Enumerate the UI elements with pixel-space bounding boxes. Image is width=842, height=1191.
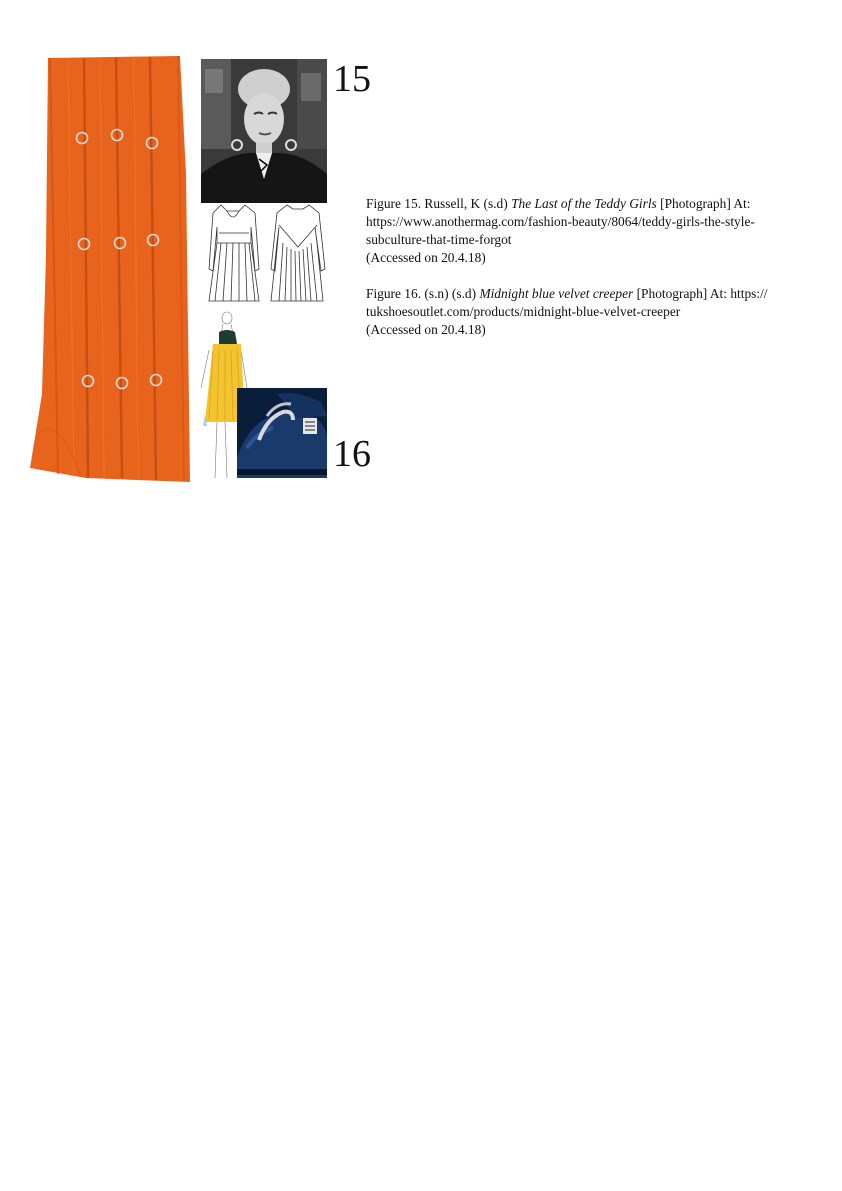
blue-velvet-creeper-photograph: [237, 388, 327, 478]
caption-citation-line: [366, 285, 826, 303]
caption-title: The Last of the Teddy Girls: [511, 196, 657, 211]
caption-url-line[interactable]: tukshoesoutlet.com/products/midnight-blue-velvet-creeper: [366, 304, 681, 319]
orange-fabric-swatch: [28, 54, 190, 482]
caption-accessed-date: (Accessed on 20.4.18): [366, 250, 486, 265]
caption-citation-line: [366, 195, 826, 213]
caption-url-line[interactable]: https://www.anothermag.com/fashion-beauty/8064/teddy-girls-the-style-: [366, 214, 755, 229]
caption-figure-15: [366, 195, 826, 267]
caption-figure-16: [366, 285, 826, 339]
caption-suffix: [Photograph] At:: [656, 196, 751, 211]
caption-title: Midnight blue velvet creeper: [479, 286, 634, 301]
caption-accessed-date: (Accessed on 20.4.18): [366, 322, 486, 337]
caption-prefix: Figure 15. Russell, K (s.d): [366, 196, 512, 211]
caption-url-line[interactable]: subculture-that-time-forgot: [366, 232, 512, 247]
figure-captions: [366, 195, 826, 339]
caption-prefix: Figure 16. (s.n) (s.d): [366, 286, 480, 301]
figure-number-15: 15: [333, 58, 371, 100]
figure-number-16: 16: [333, 433, 371, 475]
caption-suffix: [Photograph] At: https://: [633, 286, 768, 301]
garment-flat-drawings: [199, 203, 329, 305]
